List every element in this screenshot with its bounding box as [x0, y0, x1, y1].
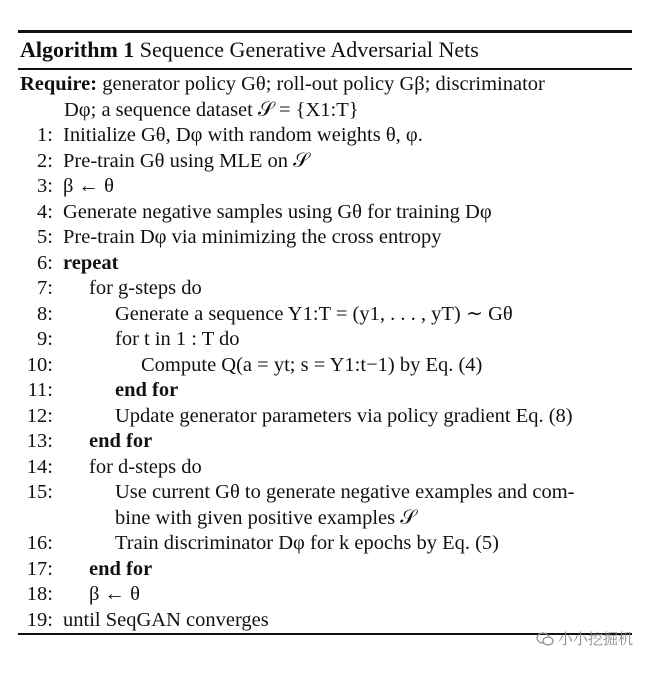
line-text: Generate negative samples using Gθ for training Dφ	[63, 200, 492, 223]
algo-line	[18, 225, 632, 251]
line-number: 1:	[37, 124, 53, 146]
algo-line	[18, 200, 632, 226]
line-text: for t in 1 : T do	[115, 328, 240, 350]
algo-line	[18, 327, 632, 353]
algo-line	[18, 302, 632, 328]
line-number: 6:	[37, 251, 53, 274]
algo-line	[18, 174, 632, 200]
title-rule	[18, 68, 632, 70]
line-text: Pre-train Gθ using MLE on 𝒮	[63, 149, 310, 172]
require-block	[20, 72, 632, 123]
line-text: Pre-train Dφ via minimizing the cross entropy	[63, 226, 442, 248]
line-text: Use current Gθ to generate negative examples and com-	[115, 481, 575, 503]
line-text: for g-steps do	[89, 277, 202, 299]
require-keyword: Require:	[20, 73, 98, 95]
line-number: 17:	[26, 557, 53, 580]
keyword-end-for: end for	[89, 430, 153, 452]
algo-line	[18, 378, 632, 404]
line-text: Initialize Gθ, Dφ with random weights θ, φ.	[63, 124, 423, 146]
line-number: 3:	[37, 175, 53, 197]
top-rule	[18, 30, 632, 33]
require-text-1: generator policy Gθ; roll-out policy Gβ; discriminator	[102, 73, 545, 95]
algo-line	[18, 123, 632, 149]
line-number: 4:	[37, 200, 53, 223]
line-number: 14:	[26, 455, 53, 478]
algo-line	[18, 404, 632, 430]
algo-line	[18, 276, 632, 302]
algo-line	[18, 251, 632, 277]
algo-line	[18, 531, 632, 557]
algo-line	[18, 480, 632, 506]
line-text: until SeqGAN converges	[63, 608, 269, 631]
algorithm-lines	[18, 123, 632, 633]
line-text: β ← θ	[63, 175, 114, 197]
line-number: 16:	[26, 532, 53, 554]
line-text: Generate a sequence Y1:T = (y1, . . . , yT) ∼ Gθ	[115, 302, 513, 325]
algo-line	[18, 353, 632, 379]
line-number: 7:	[37, 277, 53, 299]
line-text: β ← θ	[89, 583, 140, 605]
watermark-text: 小小挖掘机	[558, 630, 634, 648]
algo-line	[18, 429, 632, 455]
algorithm-label: Algorithm 1	[20, 37, 135, 62]
watermark	[536, 628, 633, 649]
algo-line	[18, 149, 632, 175]
line-number: 8:	[37, 302, 53, 325]
line-number: 5:	[37, 226, 53, 248]
algo-line	[18, 455, 632, 481]
line-number: 15:	[26, 481, 53, 503]
keyword-repeat: repeat	[63, 251, 119, 274]
line-text: bine with given positive examples 𝒮	[115, 506, 417, 529]
line-number: 11:	[27, 379, 53, 401]
keyword-end-for: end for	[115, 379, 179, 401]
algo-line	[18, 506, 632, 532]
line-number: 18:	[26, 583, 53, 605]
line-number: 9:	[37, 328, 53, 350]
algorithm-name: Sequence Generative Adversarial Nets	[139, 37, 479, 62]
line-number: 10:	[26, 353, 53, 376]
require-text-2: Dφ; a sequence dataset 𝒮 = {X1:T}	[64, 98, 359, 121]
chat-bubble-icon	[536, 632, 554, 646]
line-number: 2:	[37, 149, 53, 172]
line-text: Train discriminator Dφ for k epochs by Eq. (5)	[115, 532, 499, 554]
line-number: 13:	[26, 430, 53, 452]
keyword-end-for: end for	[89, 557, 153, 580]
line-text: for d-steps do	[89, 455, 202, 478]
line-number: 19:	[26, 608, 53, 631]
algo-line	[18, 557, 632, 583]
algorithm-title	[20, 37, 479, 63]
line-text: Update generator parameters via policy gradient Eq. (8)	[115, 404, 573, 427]
line-number: 12:	[26, 404, 53, 427]
line-text: Compute Q(a = yt; s = Y1:t−1) by Eq. (4)	[141, 353, 483, 376]
algo-line	[18, 582, 632, 608]
